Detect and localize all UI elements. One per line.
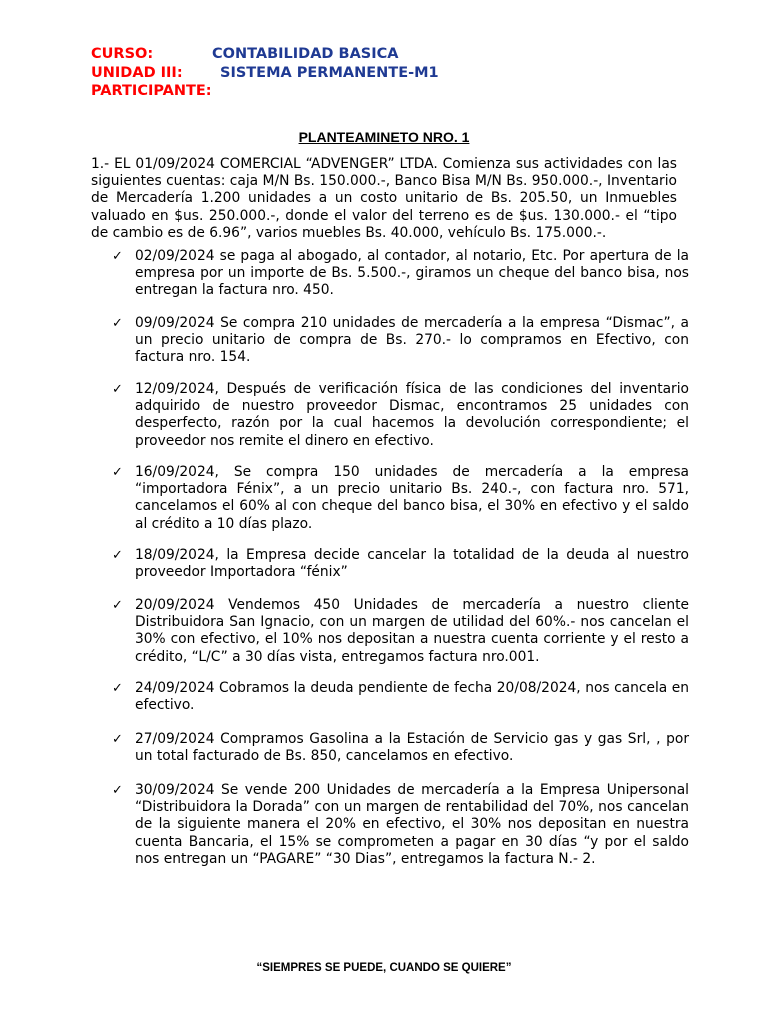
unidad-value: SISTEMA PERMANENTE-M1 xyxy=(220,64,439,81)
checkmark-icon: ✓ xyxy=(112,548,123,563)
checkmark-icon: ✓ xyxy=(112,249,123,264)
list-item-text: 30/09/2024 Se vende 200 Unidades de mercadería a la Empresa Unipersonal “Distribuidora la Dorada” con un margen de rentabilidad del 70%, nos cancelan de la siguiente manera el 20% en efectivo, el 30% nos depositan en nuestra cuenta Bancaria, el 15% se comprometen a pagar en 30 días “y por el saldo nos entregan un “PAGARE” “30 Dias”, entregamos la factura N.- 2. xyxy=(135,782,689,867)
curso-label: CURSO: xyxy=(91,46,154,62)
checkmark-icon: ✓ xyxy=(112,598,123,613)
unidad-label: UNIDAD III: xyxy=(91,64,183,81)
checkmark-icon: ✓ xyxy=(112,465,123,480)
list-item-text: 27/09/2024 Compramos Gasolina a la Estación de Servicio gas y gas Srl, , por un total facturado de Bs. 850, cancelamos en efectivo. xyxy=(135,731,689,765)
intro-paragraph: 1.- EL 01/09/2024 COMERCIAL “ADVENGER” LTDA. Comienza sus actividades con las siguientes cuentas: caja M/N Bs. 150.000.-, Banco Bisa M/N Bs. 950.000.-, Inventario de Mercadería 1.200 unidades a un costo unitario de Bs. 205.50, un Inmuebles valuado en $us. 250.000.-, donde el valor del terreno es de $us. 130.000.- el “tipo de cambio es de 6.96”, varios muebles Bs. 40.000, vehículo Bs. 175.000.-. xyxy=(91,156,677,241)
list-item-text: 16/09/2024, Se compra 150 unidades de mercadería a la empresa “importadora Fénix”, a un precio unitario Bs. 240.-, con factura nro. 571, cancelamos el 60% al con cheque del banco bisa, el 30% en efectivo y el saldo al crédito a 10 días plazo. xyxy=(135,464,689,532)
checkmark-icon: ✓ xyxy=(112,783,123,798)
page-title: PLANTEAMINETO NRO. 1 xyxy=(298,129,470,145)
footer-motto: “SIEMPRES SE PUEDE, CUANDO SE QUIERE” xyxy=(256,962,512,974)
checkmark-icon: ✓ xyxy=(112,382,123,397)
checkmark-icon: ✓ xyxy=(112,681,123,696)
checkmark-icon: ✓ xyxy=(112,316,123,331)
list-item-text: 24/09/2024 Cobramos la deuda pendiente de fecha 20/08/2024, nos cancela en efectivo. xyxy=(135,680,689,714)
participante-label: PARTICIPANTE: xyxy=(91,83,212,99)
list-item-text: 12/09/2024, Después de verificación física de las condiciones del inventario adquirido de nuestro proveedor Dismac, encontramos 25 unidades con desperfecto, razón por la cual hacemos la devolución correspondiente; el proveedor nos remite el dinero en efectivo. xyxy=(135,381,689,449)
list-item-text: 20/09/2024 Vendemos 450 Unidades de mercadería a nuestro cliente Distribuidora San Ignacio, con un margen de utilidad del 60%.- nos cancelan el 30% con efectivo, el 10% nos depositan a nuestra cuenta corriente y el resto a crédito, “L/C” a 30 días vista, entregamos factura nro.001. xyxy=(135,597,689,665)
list-item-text: 09/09/2024 Se compra 210 unidades de mercadería a la empresa “Dismac”, a un precio unitario de compra de Bs. 270.- lo compramos en Efectivo, con factura nro. 154. xyxy=(135,315,689,366)
checkmark-icon: ✓ xyxy=(112,732,123,747)
list-item-text: 18/09/2024, la Empresa decide cancelar la totalidad de la deuda al nuestro proveedor Importadora “fénix” xyxy=(135,547,689,581)
list-item-text: 02/09/2024 se paga al abogado, al contador, al notario, Etc. Por apertura de la empresa por un importe de Bs. 5.500.-, giramos un cheque del banco bisa, nos entregan la factura nro. 450. xyxy=(135,248,689,299)
curso-value: CONTABILIDAD BASICA xyxy=(212,46,399,62)
